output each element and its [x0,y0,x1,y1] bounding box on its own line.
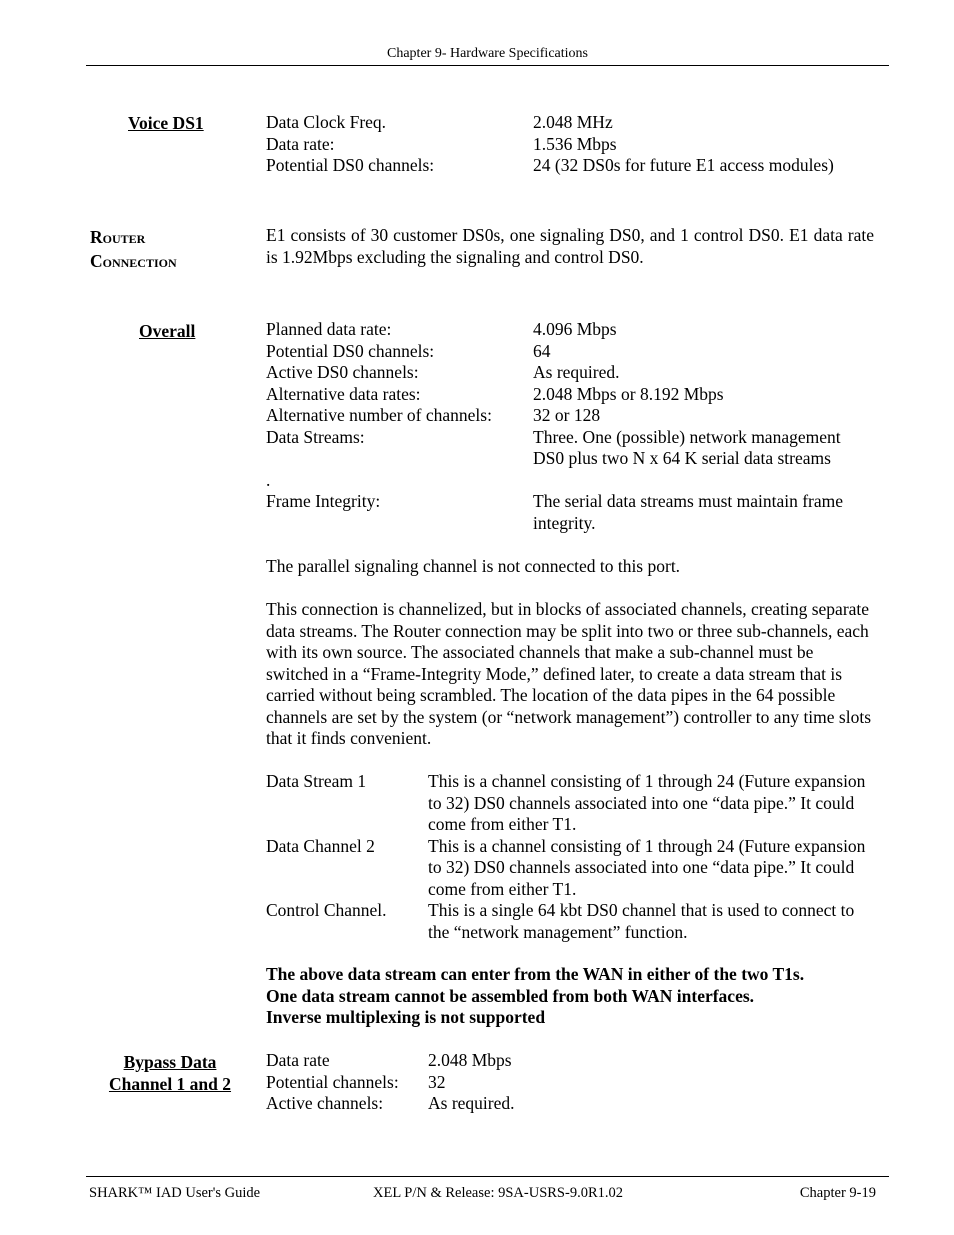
spec-value: 4.096 Mbps [533,319,617,339]
router-connection-text: E1 consists of 30 customer DS0s, one signaling DS0, and 1 control DS0. E1 data rate is 1.92Mbps excluding the signaling and control DS0. [266,225,874,267]
stray-dot: . [266,469,271,490]
spec-value: 2.048 Mbps or 8.192 Mbps [533,383,724,404]
definition-description: This is a channel consisting of 1 through 24 (Future expansion to 32) DS0 channels associated into one “data pipe.” It could come from either T1. [428,771,866,834]
footer-part-number: XEL P/N & Release: 9SA-USRS-9.0R1.02 [373,1185,623,1201]
spec-label: Data rate [266,1050,330,1070]
spec-value: Three. One (possible) network management DS0 plus two N x 64 K serial data streams [533,426,841,468]
spec-label: Data rate: [266,133,335,154]
bypass-heading-line1: Bypass Data [123,1052,217,1072]
signaling-paragraph: The parallel signaling channel is not connected to this port. [266,556,681,576]
definition-term: Data Channel 2 [266,835,375,856]
header-title: Chapter 9- Hardware Specifications [387,46,588,61]
channelized-paragraph: This connection is channelized, but in blocks of associated channels, creating separate data streams. The Router connection may be split into two or three sub-channels, each with its own source. The associated channels that make a sub-channel must be switched in a “Frame-Integrity Mode,” defined later, to create a data stream that is carried without being scrambled. The location of the data pipes in the 64 possible channels are set by the system (or “network management”) controller to any time slots that it finds convenient. [266,599,872,748]
wan-note-line: Inverse multiplexing is not supported [266,1007,546,1027]
spec-value: The serial data streams must maintain frame integrity. [533,491,844,533]
page-header [86,44,889,66]
spec-value: As required. [533,362,620,382]
definition-term: Control Channel. [266,900,387,920]
spec-value: 32 [428,1071,446,1092]
spec-label: Alternative number of channels: [266,405,492,425]
bypass-heading [104,1051,236,1095]
definition-item [266,900,874,943]
spec-label: Active DS0 channels: [266,362,419,382]
spec-value: 64 [533,340,551,361]
definition-item [266,836,874,901]
spec-label: Planned data rate: [266,319,392,339]
router-heading-line2: Connection [90,251,177,271]
wan-note [266,964,874,1029]
spec-label: Potential channels: [266,1071,399,1092]
spec-value: 2.048 MHz [533,112,613,132]
spec-label: Active channels: [266,1093,384,1113]
voice-ds1-heading: Voice DS1 [128,113,204,133]
definition-description: This is a channel consisting of 1 through 24 (Future expansion to 32) DS0 channels associated into one “data pipe.” It could come from either T1. [428,835,866,899]
spec-label: Data Clock Freq. [266,112,387,132]
footer-page-number: Chapter 9-19 [799,1185,876,1201]
bypass-heading-line2: Channel 1 and 2 [108,1074,232,1094]
definition-term: Data Stream 1 [266,771,367,791]
footer-guide-title: SHARK™ IAD User's Guide [89,1185,261,1201]
overall-heading: Overall [139,321,196,341]
wan-note-line: One data stream cannot be assembled from both WAN interfaces. [266,985,755,1006]
spec-value: 24 (32 DS0s for future E1 access modules) [533,155,834,175]
spec-label: Data Streams: [266,426,365,447]
router-connection-heading [90,225,177,273]
router-heading-line1: Router [90,227,146,247]
page-footer [86,1176,889,1204]
wan-note-line: The above data stream can enter from the WAN in either of the two T1s. [266,964,805,984]
spec-label: Alternative data rates: [266,383,421,404]
spec-label: Potential DS0 channels: [266,340,435,361]
definition-item [266,771,874,836]
spec-label: Potential DS0 channels: [266,155,435,175]
definition-description: This is a single 64 kbt DS0 channel that is used to connect to the “network management” function. [428,900,855,942]
spec-value: 32 or 128 [533,405,601,425]
spec-label: Frame Integrity: [266,491,381,511]
channel-definition-list [266,771,874,943]
spec-value: As required. [428,1093,515,1113]
spec-value: 1.536 Mbps [533,133,617,154]
spec-value: 2.048 Mbps [428,1050,512,1070]
